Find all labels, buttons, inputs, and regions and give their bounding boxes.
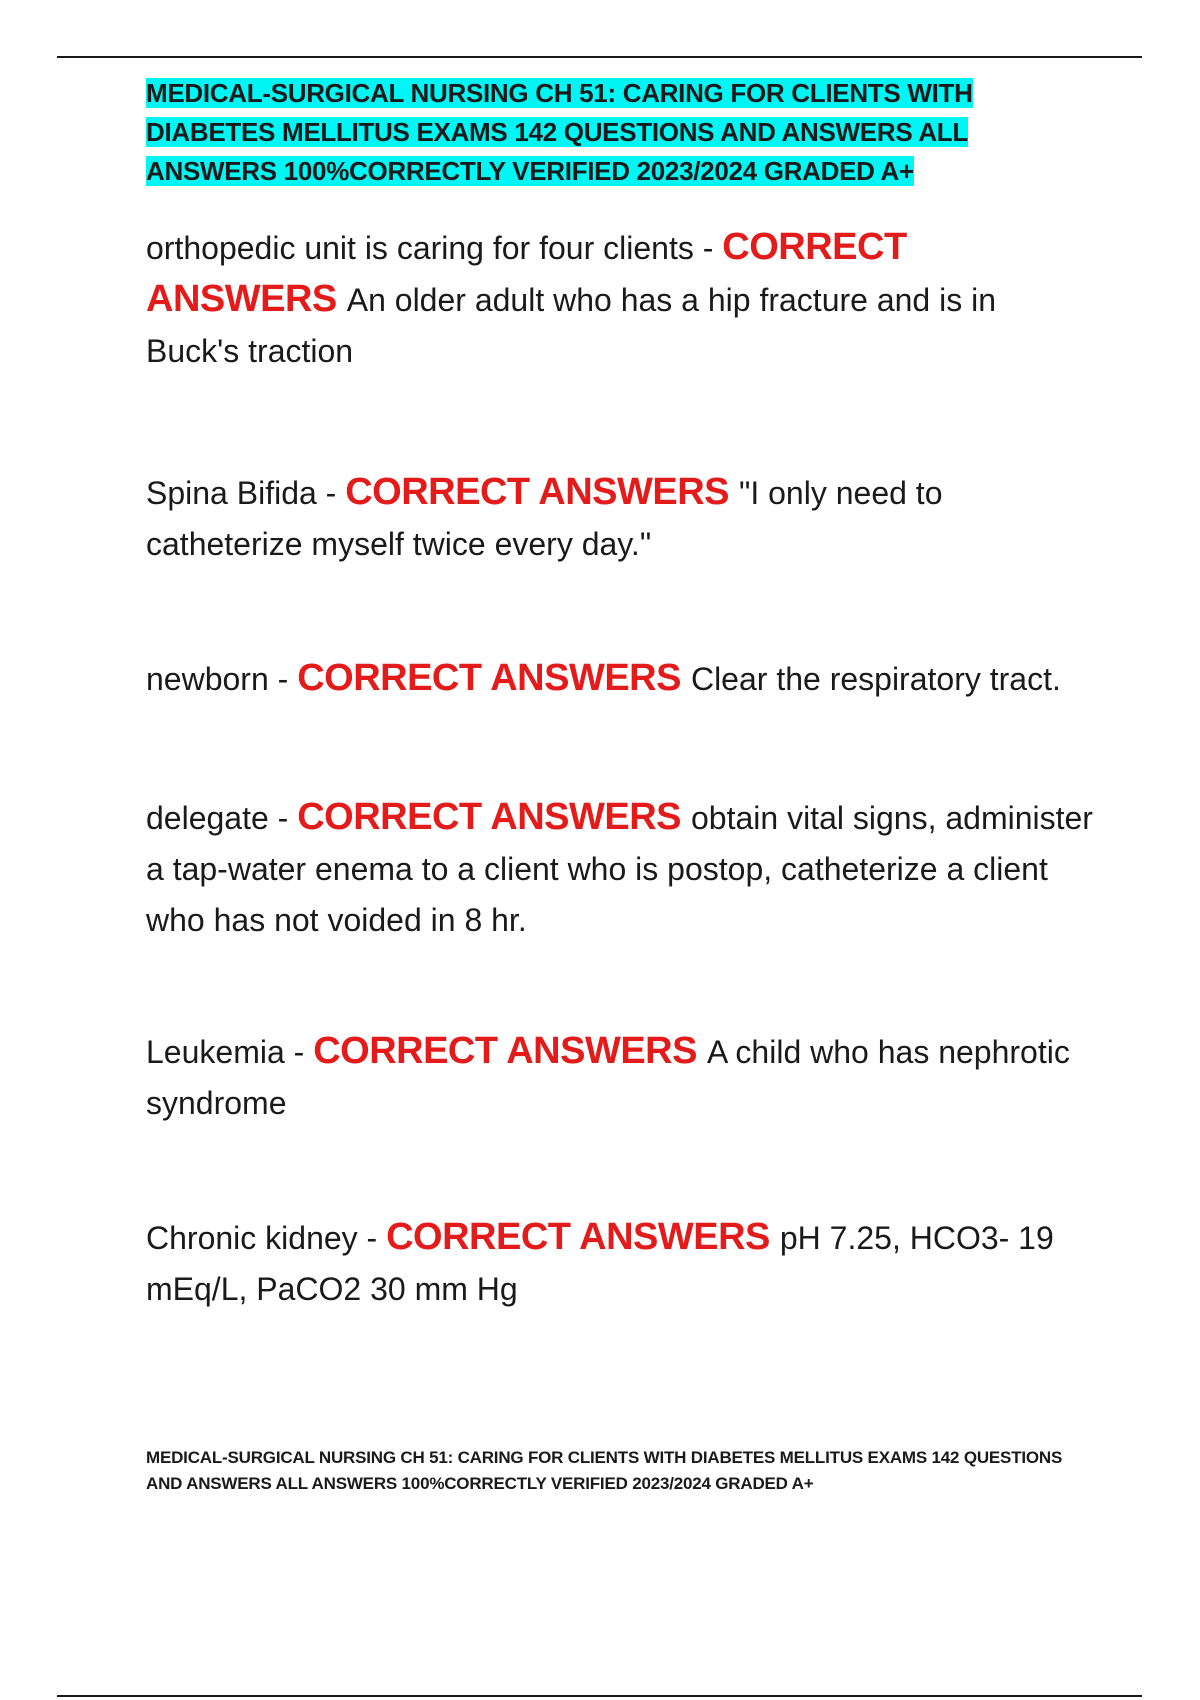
qa-item-spina-bifida <box>146 467 1096 570</box>
question-text: orthopedic unit is caring for four clients <box>146 230 694 266</box>
document-title <box>146 74 1096 191</box>
qa-item-leukemia <box>146 1026 1096 1129</box>
answer-text: Clear the respiratory tract. <box>690 661 1061 697</box>
answer-text: pH 7.25, HCO3- 19 mEq/L, PaCO2 30 mm Hg <box>146 1220 1054 1307</box>
correct-answers-label: CORRECT ANSWERS <box>345 471 729 513</box>
correct-answers-label: CORRECT ANSWERS <box>313 1030 697 1072</box>
footer-title: MEDICAL-SURGICAL NURSING CH 51: CARING FOR CLIENTS WITH DIABETES MELLITUS EXAMS 142 QUESTIONS AND ANSWERS ALL ANSWERS 100%CORRECTLY VERIFIED 2023/2024 GRADED A+ <box>146 1448 1063 1493</box>
qa-item-delegate <box>146 792 1096 946</box>
correct-answers-label: CORRECT ANSWERS <box>297 796 681 838</box>
qa-item-newborn <box>146 653 1096 705</box>
separator: - <box>284 1034 314 1070</box>
question-text: Leukemia <box>146 1034 285 1070</box>
answer-text: An older adult who has a hip fracture and is in Buck's traction <box>146 282 997 369</box>
separator: - <box>268 661 298 697</box>
separator: - <box>693 230 723 266</box>
question-text: delegate <box>146 800 269 836</box>
answer-text: "I only need to catheterize myself twice every day." <box>146 475 943 562</box>
question-text: Chronic kidney <box>146 1220 358 1256</box>
document-title-text: MEDICAL-SURGICAL NURSING CH 51: CARING FOR CLIENTS WITH DIABETES MELLITUS EXAMS 142 QUESTIONS AND ANSWERS ALL ANSWERS 100%CORRECTLY VERIFIED 2023/2024 GRADED A+ <box>146 78 973 186</box>
correct-answers-label: CORRECT ANSWERS <box>146 226 907 320</box>
bottom-rule <box>57 1695 1142 1697</box>
question-text: newborn <box>146 661 269 697</box>
question-text: Spina Bifida <box>146 475 317 511</box>
title-block <box>146 74 1096 191</box>
answer-text: obtain vital signs, administer a tap-water enema to a client who is postop, catheterize a client who has not voided in 8 hr. <box>146 800 1093 938</box>
separator: - <box>357 1220 387 1256</box>
qa-item-orthopedic <box>146 222 1096 377</box>
separator: - <box>268 800 298 836</box>
separator: - <box>316 475 346 511</box>
correct-answers-label: CORRECT ANSWERS <box>386 1216 770 1258</box>
qa-item-chronic-kidney <box>146 1212 1096 1315</box>
answer-text: A child who has nephrotic syndrome <box>146 1034 1070 1121</box>
correct-answers-label: CORRECT ANSWERS <box>297 657 681 699</box>
top-rule <box>57 56 1142 58</box>
